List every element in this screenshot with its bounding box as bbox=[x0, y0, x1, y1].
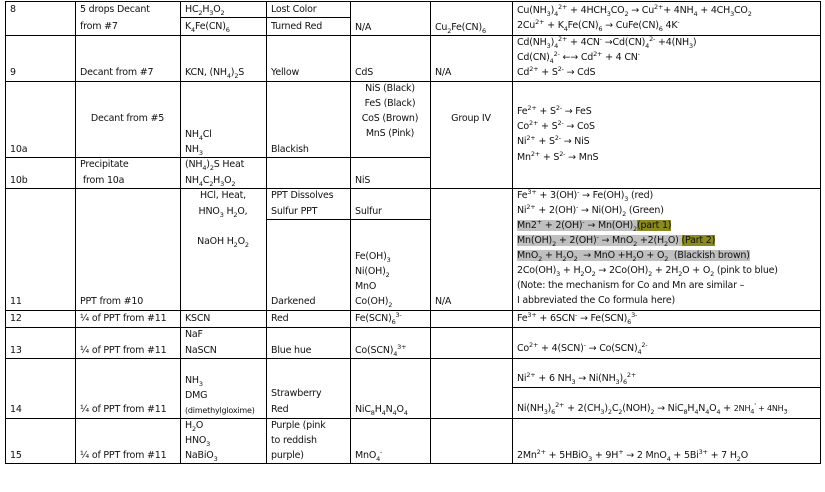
product-cell: CoS (Brown) bbox=[361, 113, 419, 124]
note-text: I abbreviated the Co formula here) bbox=[517, 295, 675, 306]
observation-cell: PPT Dissolves bbox=[271, 190, 334, 201]
observation-cell: to reddish bbox=[271, 435, 317, 446]
source-cell: ¼ of PPT from #11 bbox=[80, 345, 167, 356]
product-cell: MnO bbox=[355, 281, 377, 292]
col-divider bbox=[350, 1, 351, 464]
row-number: 10a bbox=[10, 144, 28, 155]
observation-cell: Blue hue bbox=[271, 345, 312, 356]
equation: $Fe^{3+} + 3(OH)^- \to Fe(OH)_3$ (red) bbox=[517, 187, 653, 203]
product-cell: $Ni(OH)_2$ bbox=[355, 266, 390, 279]
reagent-cell: $HNO_3$ bbox=[185, 435, 211, 448]
row-divider bbox=[5, 35, 821, 36]
col-divider bbox=[820, 1, 821, 464]
product-cell: NiS (Black) bbox=[365, 83, 415, 94]
row-divider bbox=[5, 327, 821, 328]
col-divider bbox=[5, 1, 6, 464]
source-cell: from 10a bbox=[82, 175, 125, 186]
product-cell: $Co(SCN)_4^{3+}$ bbox=[355, 342, 407, 358]
source-cell: from #7 bbox=[80, 21, 118, 32]
observation-cell: Red bbox=[271, 313, 289, 324]
row-number: 12 bbox=[10, 313, 22, 324]
observation-cell: Strawberry bbox=[271, 388, 322, 399]
row-divider bbox=[5, 358, 821, 359]
reagent-cell: $HC_2H_3O_2$ bbox=[185, 4, 225, 17]
result-cell: N/A bbox=[435, 67, 452, 78]
equation: $Cd^{2+} + S^{2-}$ → CdS bbox=[517, 64, 596, 78]
row-number: 11 bbox=[10, 296, 22, 307]
reagent-cell: NaF bbox=[185, 329, 203, 340]
equation: $Ni(NH_3)_6^{2+} + 2(CH_3)_2C_2(NOH)_2 \to NiC_8H_4N_4O_4 + 2NH_4' + 4NH_3$ bbox=[517, 400, 788, 416]
product-cell: MnO$_4$- bbox=[355, 447, 383, 463]
row-subdivider bbox=[180, 17, 350, 18]
reagent-cell: NaOH $H_2O_2$ bbox=[197, 236, 249, 249]
equation-highlighted: $Mn(OH)_2 + 2(OH)^- \to MnO_2 +2(H_2O)$ (Part 2) bbox=[517, 232, 716, 248]
col-divider bbox=[430, 1, 431, 464]
product-cell: N/A bbox=[355, 22, 372, 33]
reagent-cell: KSCN bbox=[185, 313, 211, 324]
row-divider bbox=[5, 418, 821, 419]
equation-highlighted: $MnO_2 + H_2O_2$ → MnO $+H_2O + O_2$ (Blackish brown) bbox=[517, 250, 750, 263]
observation-cell: Darkened bbox=[271, 296, 316, 307]
reagent-cell: $NH_4Cl$ bbox=[185, 129, 212, 142]
equation: $Mn^{2+} + S^{2-}$ → MnS bbox=[517, 149, 599, 163]
equation: $Fe^{2+} + S^{2-}$ → FeS bbox=[517, 103, 592, 117]
row-number: 8 bbox=[10, 4, 16, 15]
note-text: (Note: the mechanism for Co and Mn are similar – bbox=[517, 280, 745, 291]
reagent-cell: HCl, Heat, bbox=[199, 190, 246, 201]
product-cell: $Co(OH)_2$ bbox=[355, 296, 393, 309]
observation-cell: Yellow bbox=[271, 67, 300, 78]
row-subdivider bbox=[512, 387, 821, 388]
row-divider bbox=[5, 81, 821, 82]
source-cell: ¼ of PPT from #11 bbox=[80, 313, 167, 324]
equation: $2Co(OH)_3 + H_2O_2 \to 2Co(OH)_2 + 2H_2O + O_2$ (pink to blue) bbox=[517, 265, 778, 278]
reagent-cell: $NH_3$ bbox=[185, 375, 203, 388]
equation: $Ni^{2+} + S^{2-}$ → NiS bbox=[517, 133, 590, 147]
row-number: 9 bbox=[10, 67, 16, 78]
col-divider bbox=[512, 1, 513, 464]
row-divider bbox=[5, 310, 821, 311]
result-cell: $Cu_2Fe(CN)_6$ bbox=[435, 22, 486, 35]
equation: $Co^{2+} + 4(SCN)^- \to Co(SCN)_4^{2-}$ bbox=[517, 340, 648, 356]
reagent-cell: $(NH_4)_2S$ Heat bbox=[185, 159, 245, 172]
equation: $2Cu^{2+} + K_4Fe(CN)_6$ → $CuFe(CN)_6$ 4K- bbox=[517, 17, 680, 33]
observation-cell: Red bbox=[271, 404, 289, 415]
row-divider bbox=[5, 157, 431, 158]
product-cell: NiS bbox=[355, 175, 371, 186]
col-divider bbox=[180, 1, 181, 464]
product-cell: Sulfur bbox=[355, 206, 382, 217]
equation: $Co^{2+} + S^{2-}$ → CoS bbox=[517, 118, 595, 132]
product-cell: $NiC_8H_4N_4O_4$ bbox=[355, 404, 408, 417]
reagent-cell: $H_2O$ bbox=[185, 420, 204, 433]
product-cell: FeS (Black) bbox=[364, 98, 416, 109]
observation-cell: purple) bbox=[271, 450, 304, 461]
product-cell: CdS bbox=[355, 67, 374, 78]
reagent-cell: NaSCN bbox=[185, 345, 217, 356]
equation: $Cu(NH_3)_4^{2+} + 4HCH_3CO_2 \to Cu^{2+}+ 4NH_4 + 4CH_3CO_2$ bbox=[517, 2, 752, 18]
equation: $Ni^{2+} + 6$ $NH_3 \to Ni(NH_3)_6^{2+}$ bbox=[517, 370, 637, 386]
reagent-cell: $HNO_3$ $H_2O$, bbox=[198, 206, 248, 219]
source-cell: Precipitate bbox=[80, 159, 129, 170]
row-number: 15 bbox=[10, 450, 22, 461]
group-label: Group IV bbox=[451, 113, 491, 124]
product-cell: $Fe(SCN)_6^{3-}$ bbox=[355, 310, 402, 326]
source-cell: ¼ of PPT from #11 bbox=[80, 450, 167, 461]
source-cell: PPT from #10 bbox=[80, 296, 144, 307]
reagent-cell: NaBiO$_3$ bbox=[185, 450, 218, 463]
reagent-cell: DMG bbox=[185, 390, 208, 401]
equation: $Cd(NH_3)_4^{2+} + 4CN^- \to Cd(CN)_4^{2-} +4(NH_3)$ bbox=[517, 34, 697, 50]
row-divider bbox=[5, 188, 821, 189]
source-cell: ¼ of PPT from #11 bbox=[80, 404, 167, 415]
source-cell: 5 drops Decant bbox=[80, 4, 150, 15]
reagent-cell: KCN, $(NH_4)_2S$ bbox=[185, 67, 245, 80]
observation-cell: Sulfur PPT bbox=[271, 206, 318, 217]
product-cell: MnS (Pink) bbox=[365, 128, 415, 139]
reagent-cell: $K_4Fe(CN)_6$ bbox=[185, 21, 230, 34]
col-divider bbox=[266, 1, 267, 464]
equation: $Ni^{2+} + 2(OH)^- \to Ni(OH)_2$ (Green) bbox=[517, 202, 664, 218]
row-divider bbox=[5, 463, 821, 464]
observation-cell: Blackish bbox=[271, 144, 309, 155]
reagent-cell: $NH_3$ bbox=[185, 144, 203, 157]
observation-cell: Lost Color bbox=[271, 4, 317, 15]
row-number: 13 bbox=[10, 345, 22, 356]
equation: $Cd(CN)_4^{2-}$ ←→ $Cd^{2+} + 4$ CN- bbox=[517, 49, 640, 65]
product-cell: $Fe(OH)_3$ bbox=[355, 251, 391, 264]
row-number: 10b bbox=[10, 175, 28, 186]
source-cell: Decant from #7 bbox=[80, 67, 154, 78]
observation-cell: Purple (pink bbox=[271, 420, 326, 431]
equation: $Fe^{3+} + 6SCN^- \to Fe(SCN)_6^{3-}$ bbox=[517, 310, 638, 326]
equation-highlighted: $Mn2^+ + 2(OH)^- \to Mn(OH)_2(part$ 1) bbox=[517, 217, 672, 233]
result-cell: N/A bbox=[435, 296, 452, 307]
row-divider bbox=[5, 1, 821, 2]
col-divider bbox=[75, 1, 76, 464]
reagent-cell: $NH_4C_2H_3O_2$ bbox=[185, 175, 236, 188]
row-number: 14 bbox=[10, 404, 22, 415]
observation-cell: Turned Red bbox=[271, 21, 323, 32]
source-cell: Decant from #5 bbox=[90, 113, 165, 124]
row-subdivider bbox=[266, 219, 430, 220]
equation: $2Mn^{2+}$ + 5HBiO$_3$ + 9H+ → 2 $MnO_4 + 5Bi^{3+} + 7$ $H_2O$ bbox=[517, 447, 749, 463]
reagent-cell: (dimethylgloxime) bbox=[185, 406, 255, 415]
